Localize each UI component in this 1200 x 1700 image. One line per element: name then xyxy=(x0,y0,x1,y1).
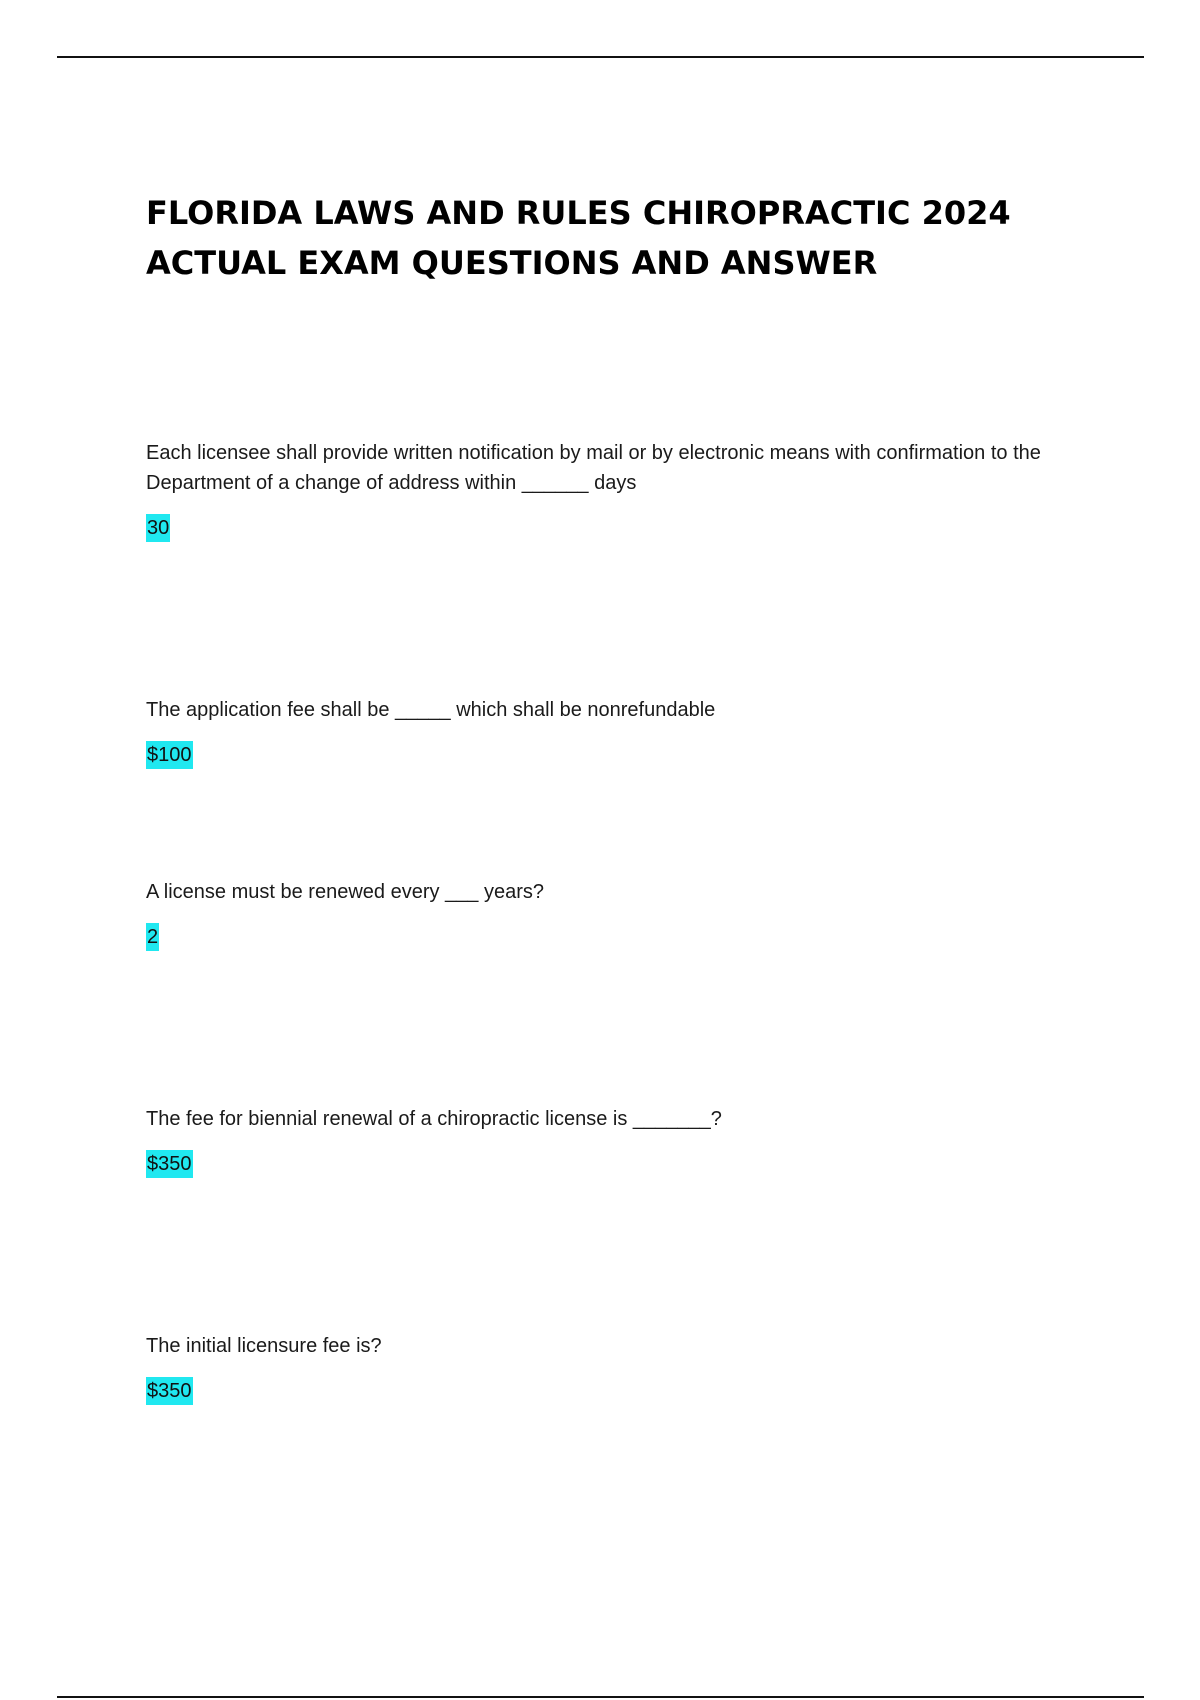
question-text: Each licensee shall provide written notification by mail or by electronic means with confirmation to the Department of a change of address within ______ days xyxy=(146,442,1041,494)
qa-item xyxy=(146,877,1106,951)
question-text: The application fee shall be _____ which shall be nonrefundable xyxy=(146,699,716,721)
title-line-1: FLORIDA LAWS AND RULES CHIROPRACTIC 2024 xyxy=(146,194,1011,232)
answer-highlight: 30 xyxy=(146,514,170,542)
top-rule xyxy=(57,56,1144,58)
qa-item xyxy=(146,695,1106,769)
document-title xyxy=(146,188,1086,288)
title-line-2: ACTUAL EXAM QUESTIONS AND ANSWER xyxy=(146,244,878,282)
answer-highlight: $100 xyxy=(146,741,193,769)
question-text: A license must be renewed every ___ years? xyxy=(146,881,544,903)
answer-highlight: 2 xyxy=(146,923,159,951)
qa-item xyxy=(146,1331,1106,1405)
question-text: The initial licensure fee is? xyxy=(146,1335,382,1357)
qa-item xyxy=(146,1104,1106,1178)
qa-item xyxy=(146,438,1106,542)
question-text: The fee for biennial renewal of a chiropractic license is _______? xyxy=(146,1108,722,1130)
bottom-rule xyxy=(57,1696,1144,1698)
answer-highlight: $350 xyxy=(146,1150,193,1178)
answer-highlight: $350 xyxy=(146,1377,193,1405)
